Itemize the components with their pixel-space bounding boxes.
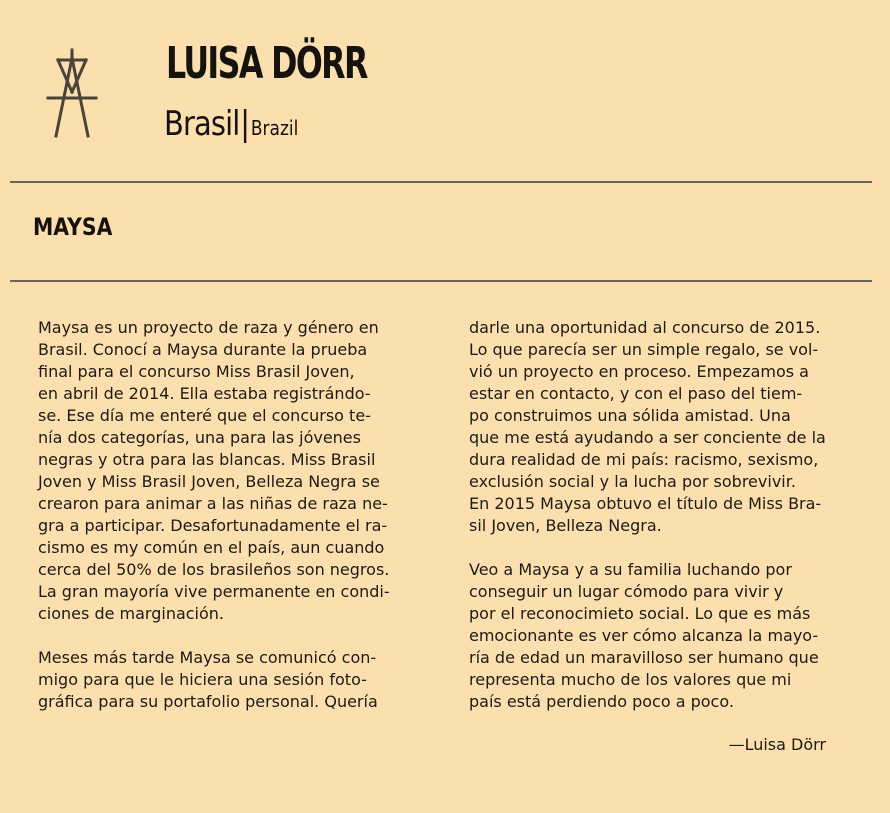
project-title: MAYSA xyxy=(33,213,113,241)
paragraph-3 xyxy=(469,317,869,537)
text-line: sil Joven, Belleza Negra. xyxy=(469,516,662,535)
monogram-logo-icon xyxy=(44,48,100,140)
text-line: Joven y Miss Brasil Joven, Belleza Negra se xyxy=(38,472,380,491)
author-signature: —Luisa Dörr xyxy=(728,735,826,754)
text-line: dura realidad de mi país: racismo, sexismo, xyxy=(469,450,819,469)
text-line: final para el concurso Miss Brasil Joven, xyxy=(38,362,355,381)
text-line: estar en contacto, y con el paso del tiem- xyxy=(469,384,803,403)
paragraph-2 xyxy=(38,647,438,713)
text-line: gra a participar. Desafortunadamente el ra- xyxy=(38,516,388,535)
text-line: emocionante es ver cómo alcanza la mayo- xyxy=(469,626,819,645)
text-column-left xyxy=(38,317,438,713)
text-column-right xyxy=(469,317,869,713)
text-line: vió un proyecto en proceso. Empezamos a xyxy=(469,362,809,381)
text-line: representa mucho de los valores que mi xyxy=(469,670,792,689)
text-line: crearon para animar a las niñas de raza ne- xyxy=(38,494,388,513)
text-line: gráfica para su portafolio personal. Quería xyxy=(38,692,378,711)
country-line xyxy=(164,104,298,144)
paragraph-1 xyxy=(38,317,438,625)
text-line: ciones de marginación. xyxy=(38,604,225,623)
text-line: negras y otra para las blancas. Miss Brasil xyxy=(38,450,376,469)
bottom-divider xyxy=(10,280,872,282)
country-spanish: Brasil xyxy=(164,104,240,144)
paragraph-gap xyxy=(38,625,438,647)
text-line: exclusión social y la lucha por sobrevivir. xyxy=(469,472,796,491)
text-line: La gran mayoría vive permanente en condi- xyxy=(38,582,390,601)
text-line: país está perdiendo poco a poco. xyxy=(469,692,734,711)
text-line: darle una oportunidad al concurso de 2015. xyxy=(469,318,821,337)
text-line: se. Ese día me enteré que el concurso te- xyxy=(38,406,371,425)
paragraph-4 xyxy=(469,559,869,713)
artist-name: LUISA DÖRR xyxy=(166,38,367,89)
text-line: Maysa es un proyecto de raza y género en xyxy=(38,318,379,337)
country-english: Brazil xyxy=(250,116,299,140)
text-line: ría de edad un maravilloso ser humano que xyxy=(469,648,819,667)
text-line: migo para que le hiciera una sesión foto- xyxy=(38,670,367,689)
text-line: po construimos una sólida amistad. Una xyxy=(469,406,791,425)
paragraph-gap xyxy=(469,537,869,559)
text-line: En 2015 Maysa obtuvo el título de Miss Bra- xyxy=(469,494,822,513)
text-line: en abril de 2014. Ella estaba registrándo- xyxy=(38,384,371,403)
top-divider xyxy=(10,181,872,183)
text-line: Lo que parecía ser un simple regalo, se vol- xyxy=(469,340,819,359)
text-line: Brasil. Conocí a Maysa durante la prueba xyxy=(38,340,368,359)
text-line: cismo es my común en el país, aun cuando xyxy=(38,538,385,557)
text-line: conseguir un lugar cómodo para vivir y xyxy=(469,582,784,601)
text-line: Meses más tarde Maysa se comunicó con- xyxy=(38,648,377,667)
text-line: por el reconocimieto social. Lo que es más xyxy=(469,604,811,623)
text-line: que me está ayudando a ser conciente de la xyxy=(469,428,826,447)
text-line: nía dos categorías, una para las jóvenes xyxy=(38,428,361,447)
country-separator: | xyxy=(240,104,251,144)
text-line: cerca del 50% de los brasileños son negros. xyxy=(38,560,390,579)
text-line: Veo a Maysa y a su familia luchando por xyxy=(469,560,792,579)
